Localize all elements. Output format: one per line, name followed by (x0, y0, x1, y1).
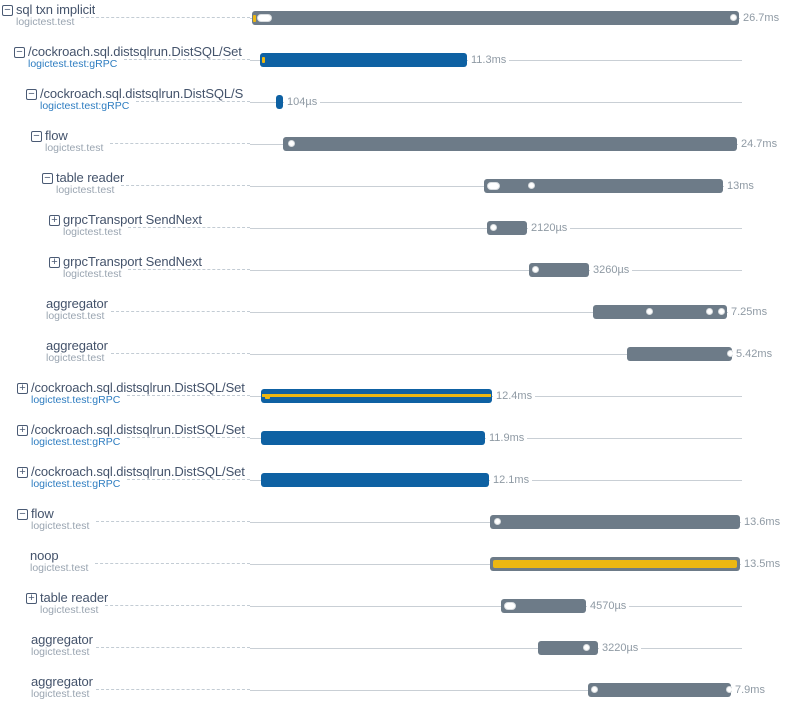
span-bar[interactable] (261, 431, 485, 445)
leader-dashes (127, 479, 250, 480)
span-bar[interactable] (501, 599, 586, 613)
trace-row (0, 84, 786, 126)
span-subtitle: logictest.test (46, 352, 105, 364)
span-subtitle: logictest.test (31, 646, 90, 658)
log-marker-dot[interactable] (288, 140, 295, 147)
span-subtitle: logictest.test (63, 226, 122, 238)
span-bar[interactable] (260, 53, 467, 67)
log-marker-dot[interactable] (490, 224, 497, 231)
trace-row (0, 378, 786, 420)
span-title[interactable]: aggregator (31, 674, 93, 689)
span-bar[interactable] (538, 641, 598, 655)
span-subtitle: logictest.test (30, 562, 89, 574)
log-marker-pill[interactable] (504, 602, 516, 610)
duration-label: 13.6ms (741, 516, 783, 529)
span-title[interactable]: table reader (40, 590, 109, 605)
span-subtitle: logictest.test (45, 142, 104, 154)
log-marker-dot[interactable] (528, 182, 535, 189)
duration-label: 13.5ms (741, 558, 783, 571)
span-subtitle: logictest.test:gRPC (31, 436, 121, 448)
expand-toggle-icon[interactable]: + (17, 383, 28, 394)
event-tick (253, 15, 256, 22)
trace-row (0, 210, 786, 252)
span-title[interactable]: noop (30, 548, 59, 563)
timeline-line (250, 648, 742, 649)
expand-toggle-icon[interactable]: + (49, 257, 60, 268)
span-bar[interactable] (490, 557, 740, 571)
collapse-toggle-icon[interactable]: − (17, 509, 28, 520)
span-subtitle: logictest.test (40, 604, 99, 616)
span-title[interactable]: table reader (56, 170, 125, 185)
duration-label: 12.1ms (490, 474, 532, 487)
log-marker-dot[interactable] (494, 518, 501, 525)
log-marker-pill[interactable] (257, 14, 272, 22)
log-marker-dot[interactable] (730, 14, 737, 21)
duration-label: 11.9ms (486, 432, 527, 445)
event-tick (265, 394, 270, 399)
span-bar[interactable] (487, 221, 527, 235)
duration-label: 7.25ms (728, 306, 770, 319)
span-subtitle: logictest.test (63, 268, 122, 280)
trace-row (0, 126, 786, 168)
trace-row (0, 462, 786, 504)
highlight-stripe (262, 394, 491, 397)
span-subtitle: logictest.test:gRPC (28, 58, 118, 70)
span-bar[interactable] (484, 179, 723, 193)
span-title[interactable]: /cockroach.sql.distsqlrun.DistSQL/S (40, 86, 244, 101)
collapse-toggle-icon[interactable]: − (42, 173, 53, 184)
span-subtitle: logictest.test (31, 520, 90, 532)
span-subtitle: logictest.test:gRPC (40, 100, 130, 112)
leader-dashes (111, 311, 250, 312)
span-subtitle: logictest.test:gRPC (31, 394, 121, 406)
span-bar[interactable] (283, 137, 737, 151)
span-title[interactable]: flow (45, 128, 68, 143)
duration-label: 11.3ms (468, 54, 509, 67)
trace-row (0, 630, 786, 672)
highlight-stripe (493, 560, 737, 568)
span-bar[interactable] (276, 95, 283, 109)
log-marker-dot[interactable] (583, 644, 590, 651)
timeline-line (250, 606, 742, 607)
span-bar[interactable] (261, 389, 492, 403)
duration-label: 3220µs (599, 642, 641, 655)
span-title[interactable]: /cockroach.sql.distsqlrun.DistSQL/Set (31, 380, 245, 395)
duration-label: 24.7ms (738, 138, 780, 151)
duration-label: 104µs (284, 96, 320, 109)
span-title[interactable]: aggregator (46, 338, 108, 353)
leader-dashes (121, 185, 250, 186)
duration-label: 7.9ms (732, 684, 768, 697)
span-bar[interactable] (588, 683, 731, 697)
trace-row (0, 252, 786, 294)
leader-dashes (96, 521, 250, 522)
trace-row (0, 588, 786, 630)
leader-dashes (81, 17, 250, 18)
span-title[interactable]: /cockroach.sql.distsqlrun.DistSQL/Set (31, 464, 245, 479)
span-bar[interactable] (252, 11, 739, 25)
span-title[interactable]: aggregator (31, 632, 93, 647)
trace-row (0, 168, 786, 210)
span-bar[interactable] (529, 263, 589, 277)
span-bar[interactable] (593, 305, 727, 319)
span-bar[interactable] (627, 347, 732, 361)
span-title[interactable]: grpcTransport SendNext (63, 254, 202, 269)
leader-dashes (128, 269, 250, 270)
trace-row (0, 546, 786, 588)
expand-toggle-icon[interactable]: + (17, 467, 28, 478)
log-marker-dot[interactable] (646, 308, 653, 315)
span-title[interactable]: sql txn implicit (16, 2, 96, 17)
leader-dashes (136, 101, 250, 102)
leader-dashes (96, 647, 250, 648)
leader-dashes (110, 143, 250, 144)
collapse-toggle-icon[interactable]: − (14, 47, 25, 58)
span-title[interactable]: flow (31, 506, 54, 521)
duration-label: 13ms (724, 180, 757, 193)
duration-label: 2120µs (528, 222, 570, 235)
trace-row (0, 504, 786, 546)
trace-row (0, 672, 786, 714)
log-marker-dot[interactable] (532, 266, 539, 273)
span-title[interactable]: /cockroach.sql.distsqlrun.DistSQL/Set (28, 44, 242, 59)
span-title[interactable]: aggregator (46, 296, 108, 311)
span-title[interactable]: /cockroach.sql.distsqlrun.DistSQL/Set (31, 422, 245, 437)
span-subtitle: logictest.test (46, 310, 105, 322)
log-marker-dot[interactable] (591, 686, 598, 693)
log-marker-dot[interactable] (718, 308, 725, 315)
event-tick (262, 57, 265, 63)
log-marker-pill[interactable] (487, 182, 500, 190)
duration-label: 26.7ms (740, 12, 782, 25)
trace-row (0, 336, 786, 378)
log-marker-dot[interactable] (706, 308, 713, 315)
duration-label: 4570µs (587, 600, 629, 613)
span-subtitle: logictest.test (56, 184, 115, 196)
leader-dashes (96, 689, 250, 690)
leader-dashes (128, 227, 250, 228)
timeline-line (250, 270, 742, 271)
duration-label: 12.4ms (493, 390, 535, 403)
trace-row (0, 420, 786, 462)
span-subtitle: logictest.test (16, 16, 75, 28)
span-bar[interactable] (490, 515, 740, 529)
trace-row (0, 294, 786, 336)
collapse-toggle-icon[interactable]: − (26, 89, 37, 100)
span-bar[interactable] (261, 473, 489, 487)
timeline-line (250, 102, 742, 103)
trace-row (0, 0, 786, 42)
duration-label: 5.42ms (733, 348, 775, 361)
trace-row (0, 42, 786, 84)
expand-toggle-icon[interactable]: + (49, 215, 60, 226)
expand-toggle-icon[interactable]: + (26, 593, 37, 604)
leader-dashes (124, 59, 250, 60)
span-title[interactable]: grpcTransport SendNext (63, 212, 202, 227)
leader-dashes (127, 437, 250, 438)
leader-dashes (111, 353, 250, 354)
collapse-toggle-icon[interactable]: − (2, 5, 13, 16)
span-subtitle: logictest.test:gRPC (31, 478, 121, 490)
leader-dashes (127, 395, 250, 396)
collapse-toggle-icon[interactable]: − (31, 131, 42, 142)
leader-dashes (95, 563, 250, 564)
leader-dashes (105, 605, 250, 606)
duration-label: 3260µs (590, 264, 632, 277)
span-subtitle: logictest.test (31, 688, 90, 700)
expand-toggle-icon[interactable]: + (17, 425, 28, 436)
